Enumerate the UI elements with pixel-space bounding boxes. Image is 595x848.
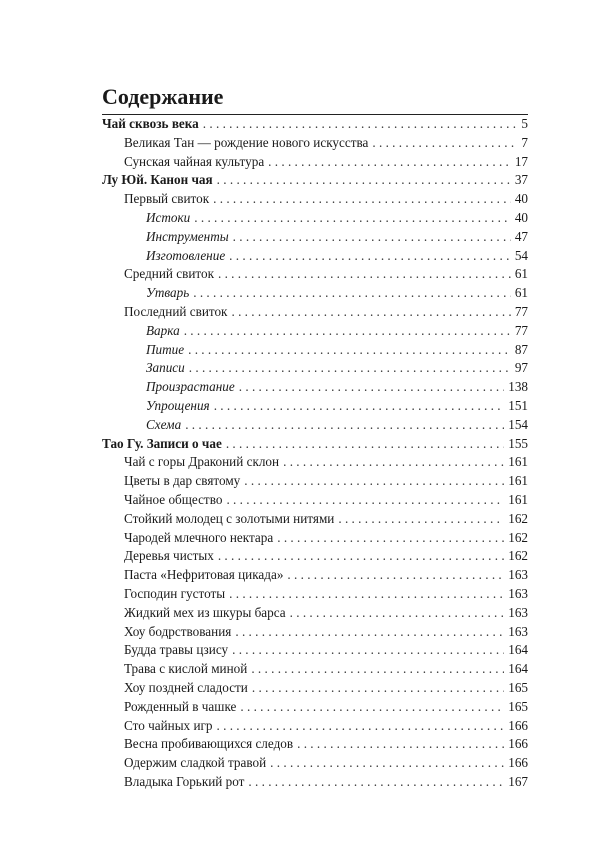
dot-leader xyxy=(217,171,511,190)
toc-subentry[interactable] xyxy=(102,341,528,360)
toc-entry-title: Весна пробивающихся следов xyxy=(124,736,294,752)
dot-leader xyxy=(372,134,517,153)
toc-entry-title: Варка xyxy=(146,322,180,338)
toc-entry[interactable] xyxy=(102,773,528,792)
toc-entry-title: Хоу поздней сладости xyxy=(124,679,248,695)
toc-entry-title: Схема xyxy=(146,416,182,432)
toc-page-number: 37 xyxy=(514,172,528,188)
toc-entry-title: Хоу бодрствования xyxy=(124,623,232,639)
toc-page-number: 61 xyxy=(514,266,528,282)
toc-entry-title: Трава с кислой миной xyxy=(124,661,248,677)
dot-leader xyxy=(297,735,504,754)
dot-leader xyxy=(232,641,504,660)
toc-entry[interactable] xyxy=(102,679,528,698)
toc-page-number: 47 xyxy=(514,228,528,244)
toc-page-number: 17 xyxy=(514,153,528,169)
dot-leader xyxy=(252,679,504,698)
toc-page-number: 161 xyxy=(508,491,528,507)
dot-leader xyxy=(231,303,510,322)
toc-page-number: 87 xyxy=(514,341,528,357)
toc-page-number: 166 xyxy=(508,717,528,733)
dot-leader xyxy=(203,115,518,134)
dot-leader xyxy=(213,190,511,209)
toc-page-number: 164 xyxy=(508,642,528,658)
toc-entry-title: Упрощения xyxy=(146,397,210,413)
toc-page-number: 164 xyxy=(508,661,528,677)
dot-leader xyxy=(184,322,511,341)
dot-leader xyxy=(239,378,504,397)
toc-entry-title: Питие xyxy=(146,341,185,357)
toc-entry-title: Господин густоты xyxy=(124,585,226,601)
toc-page-number: 162 xyxy=(508,510,528,526)
dot-leader xyxy=(268,153,511,172)
toc-entry[interactable] xyxy=(102,735,528,754)
toc-subentry[interactable] xyxy=(102,359,528,378)
toc-page-number: 7 xyxy=(521,134,528,150)
toc-page-number: 5 xyxy=(521,116,528,131)
toc-page-number: 161 xyxy=(508,454,528,470)
toc-entry-title: Произрастание xyxy=(146,379,235,395)
toc-entry[interactable] xyxy=(102,566,528,585)
dot-leader xyxy=(235,623,504,642)
dot-leader xyxy=(338,510,504,529)
toc-page-number: 161 xyxy=(508,473,528,489)
toc-page-number: 40 xyxy=(514,191,528,207)
toc-subentry[interactable] xyxy=(102,209,528,228)
dot-leader xyxy=(251,660,504,679)
toc-entry-title: Деревья чистых xyxy=(124,548,214,564)
toc-entry[interactable] xyxy=(102,547,528,566)
toc-entry-title: Одержим сладкой травой xyxy=(124,755,267,771)
toc-entry-title: Цветы в дар святому xyxy=(124,473,241,489)
toc-entry-title: Рожденный в чашке xyxy=(124,698,237,714)
dot-leader xyxy=(287,566,504,585)
toc-entry-title: Записи xyxy=(146,360,185,376)
toc-entry[interactable] xyxy=(102,491,528,510)
toc-page-number: 163 xyxy=(508,604,528,620)
toc-entry-title: Жидкий мех из шкуры барса xyxy=(124,604,286,620)
toc-page-number: 77 xyxy=(514,322,528,338)
toc-list xyxy=(102,115,528,792)
toc-section[interactable] xyxy=(102,435,528,454)
dot-leader xyxy=(214,397,505,416)
dot-leader xyxy=(217,717,505,736)
dot-leader xyxy=(290,604,505,623)
toc-entry[interactable] xyxy=(102,265,528,284)
toc-entry[interactable] xyxy=(102,453,528,472)
toc-page-number: 163 xyxy=(508,567,528,583)
toc-subentry[interactable] xyxy=(102,284,528,303)
toc-entry-title: Чародей млечного нектара xyxy=(124,529,274,545)
toc-entry[interactable] xyxy=(102,153,528,172)
toc-entry-title: Истоки xyxy=(146,209,191,225)
toc-page-number: 167 xyxy=(508,773,528,789)
toc-page-number: 162 xyxy=(508,548,528,564)
toc-page-number: 166 xyxy=(508,755,528,771)
toc-entry-title: Паста «Нефритовая цикада» xyxy=(124,567,284,583)
toc-entry-title: Сто чайных игр xyxy=(124,717,213,733)
toc-entry-title: Сунская чайная культура xyxy=(124,153,265,169)
toc-page-number: 165 xyxy=(508,698,528,714)
toc-section[interactable] xyxy=(102,171,528,190)
toc-page-number: 138 xyxy=(508,379,528,395)
toc-entry[interactable] xyxy=(102,754,528,773)
toc-page-number: 151 xyxy=(508,397,528,413)
toc-page-number: 163 xyxy=(508,585,528,601)
dot-leader xyxy=(188,341,511,360)
toc-entry-title: Последний свиток xyxy=(124,303,228,319)
toc-entry-title: Инструменты xyxy=(146,228,229,244)
toc-entry-title: Будда травы цзису xyxy=(124,642,229,658)
dot-leader xyxy=(229,247,511,266)
toc-subentry[interactable] xyxy=(102,416,528,435)
toc-entry-title: Изготовление xyxy=(146,247,226,263)
toc-page-number: 154 xyxy=(508,416,528,432)
dot-leader xyxy=(189,359,511,378)
dot-leader xyxy=(283,453,504,472)
toc-entry[interactable] xyxy=(102,604,528,623)
toc-entry[interactable] xyxy=(102,303,528,322)
toc-entry[interactable] xyxy=(102,529,528,548)
toc-subentry[interactable] xyxy=(102,397,528,416)
dot-leader xyxy=(270,754,504,773)
dot-leader xyxy=(229,585,504,604)
dot-leader xyxy=(240,698,504,717)
toc-entry[interactable] xyxy=(102,641,528,660)
toc-entry-title: Лу Юй. Канон чая xyxy=(102,172,213,188)
toc-entry-title: Чайное общество xyxy=(124,491,223,507)
toc-entry-title: Утварь xyxy=(146,285,190,301)
toc-entry-title: Средний свиток xyxy=(124,266,214,282)
dot-leader xyxy=(218,547,504,566)
dot-leader xyxy=(244,472,504,491)
dot-leader xyxy=(193,284,511,303)
dot-leader xyxy=(218,265,511,284)
toc-entry-title: Первый свиток xyxy=(124,191,210,207)
toc-entry[interactable] xyxy=(102,190,528,209)
toc-entry[interactable] xyxy=(102,698,528,717)
toc-entry[interactable] xyxy=(102,660,528,679)
toc-subentry[interactable] xyxy=(102,322,528,341)
dot-leader xyxy=(194,209,511,228)
toc-entry[interactable] xyxy=(102,623,528,642)
dot-leader xyxy=(233,228,511,247)
toc-page-number: 166 xyxy=(508,736,528,752)
toc-page-number: 40 xyxy=(514,209,528,225)
toc-page-number: 163 xyxy=(508,623,528,639)
toc-entry-title: Владыка Горький рот xyxy=(124,773,245,789)
toc-page-number: 97 xyxy=(514,360,528,376)
toc-page-number: 54 xyxy=(514,247,528,263)
toc-entry-title: Чай с горы Драконий склон xyxy=(124,454,280,470)
dot-leader xyxy=(226,435,504,454)
toc-section[interactable] xyxy=(102,115,528,134)
toc-entry-title: Чай сквозь века xyxy=(102,116,199,131)
dot-leader xyxy=(248,773,504,792)
dot-leader xyxy=(226,491,504,510)
toc-entry-title: Тао Гу. Записи о чае xyxy=(102,435,222,451)
toc-entry-title: Стойкий молодец с золотыми нитями xyxy=(124,510,335,526)
toc-entry[interactable] xyxy=(102,472,528,491)
toc-page-number: 61 xyxy=(514,285,528,301)
toc-entry[interactable] xyxy=(102,717,528,736)
toc-subentry[interactable] xyxy=(102,247,528,266)
dot-leader xyxy=(185,416,504,435)
page-title: Содержание xyxy=(102,84,224,109)
toc-page-number: 77 xyxy=(514,303,528,319)
toc-entry-title: Великая Тан — рождение нового искусства xyxy=(124,134,369,150)
toc-subentry[interactable] xyxy=(102,378,528,397)
toc-entry[interactable] xyxy=(102,585,528,604)
toc-subentry[interactable] xyxy=(102,228,528,247)
dot-leader xyxy=(277,529,504,548)
toc-entry[interactable] xyxy=(102,510,528,529)
toc-page-number: 162 xyxy=(508,529,528,545)
toc-entry[interactable] xyxy=(102,134,528,153)
toc-page-number: 165 xyxy=(508,679,528,695)
toc-page-number: 155 xyxy=(508,435,528,451)
